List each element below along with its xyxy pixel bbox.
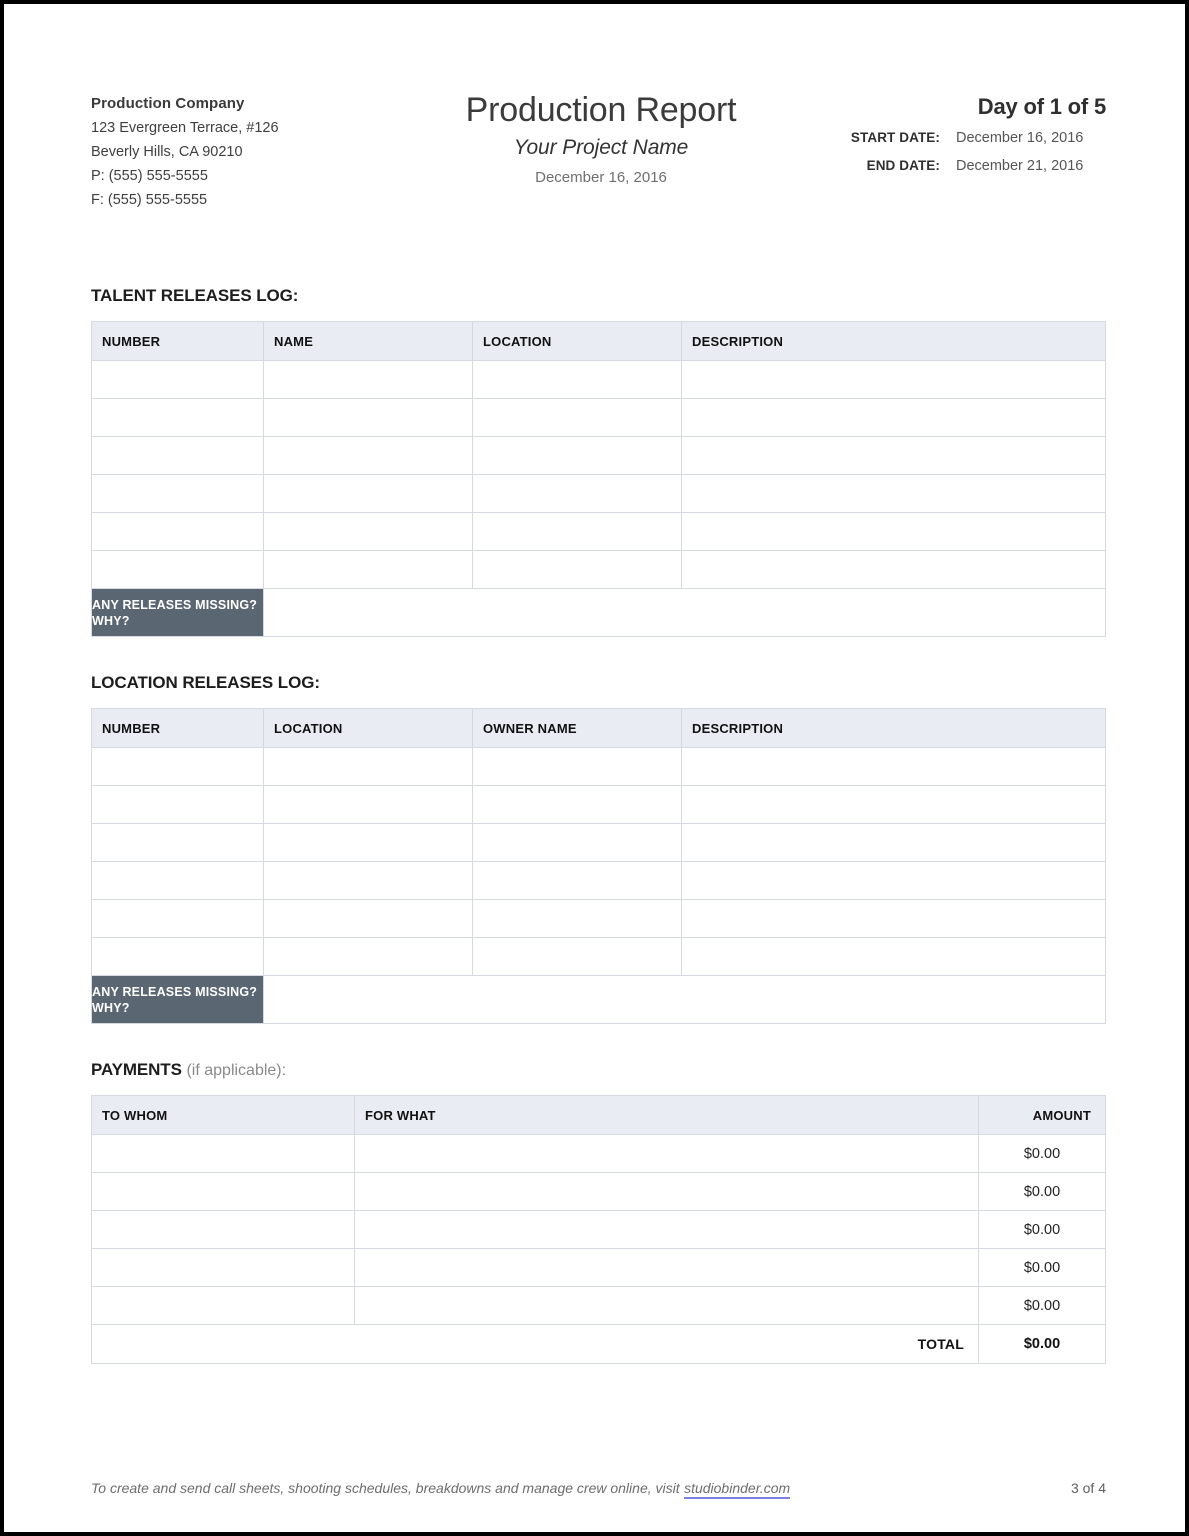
table-row: [92, 824, 1106, 862]
payments-title-note: (if applicable):: [186, 1062, 287, 1079]
table-row: [92, 513, 1106, 551]
cell-number[interactable]: [92, 551, 264, 589]
cell-description[interactable]: [682, 437, 1106, 475]
cell-number[interactable]: [92, 900, 264, 938]
start-date-value: December 16, 2016: [956, 130, 1084, 146]
cell-number[interactable]: [92, 824, 264, 862]
cell-to-whom[interactable]: [92, 1249, 355, 1287]
cell-amount[interactable]: $0.00: [979, 1135, 1106, 1173]
cell-description[interactable]: [682, 824, 1106, 862]
studiobinder-link[interactable]: studiobinder.com: [684, 1480, 790, 1499]
end-date-label: END DATE:: [866, 158, 940, 173]
column-header-number: NUMBER: [92, 322, 264, 361]
start-date-label: START DATE:: [850, 130, 940, 145]
cell-description[interactable]: [682, 551, 1106, 589]
cell-to-whom[interactable]: [92, 1135, 355, 1173]
cell-location[interactable]: [264, 786, 473, 824]
table-row: [92, 748, 1106, 786]
payments-total-row: [92, 1325, 1106, 1364]
cell-number[interactable]: [92, 399, 264, 437]
column-header-for-what: FOR WHAT: [355, 1096, 979, 1135]
payments-total-amount: $0.00: [979, 1325, 1106, 1364]
location-releases-section-title: LOCATION RELEASES LOG:: [91, 673, 320, 692]
cell-location[interactable]: [473, 475, 682, 513]
cell-name[interactable]: [264, 399, 473, 437]
cell-name[interactable]: [264, 437, 473, 475]
column-header-to-whom: TO WHOM: [92, 1096, 355, 1135]
table-row: [92, 1173, 1106, 1211]
cell-location[interactable]: [473, 513, 682, 551]
start-date-row: [776, 124, 1106, 152]
cell-to-whom[interactable]: [92, 1173, 355, 1211]
project-name: Your Project Name: [513, 136, 689, 159]
page-number: 3 of 4: [1070, 1480, 1106, 1496]
company-phone: P: (555) 555-5555: [91, 168, 208, 184]
company-info-block: [91, 92, 381, 212]
table-row: [92, 1249, 1106, 1287]
table-row: [92, 938, 1106, 976]
column-header-name: NAME: [264, 322, 473, 361]
table-header-row: [92, 709, 1106, 748]
table-row: [92, 900, 1106, 938]
table-row: [92, 437, 1106, 475]
table-row: [92, 1135, 1106, 1173]
cell-for-what[interactable]: [355, 1287, 979, 1325]
cell-description[interactable]: [682, 475, 1106, 513]
table-row: [92, 1211, 1106, 1249]
payments-title-text: PAYMENTS: [91, 1060, 182, 1079]
column-header-description: DESCRIPTION: [682, 709, 1106, 748]
cell-for-what[interactable]: [355, 1211, 979, 1249]
talent-releases-table: [91, 321, 1106, 637]
talent-releases-missing-input[interactable]: [264, 589, 1106, 637]
table-row: [92, 862, 1106, 900]
table-row: [92, 361, 1106, 399]
cell-number[interactable]: [92, 475, 264, 513]
cell-location[interactable]: [264, 938, 473, 976]
cell-owner-name[interactable]: [473, 938, 682, 976]
releases-missing-row: [92, 589, 1106, 637]
company-fax: F: (555) 555-5555: [91, 192, 208, 208]
cell-number[interactable]: [92, 748, 264, 786]
document-page: [4, 4, 1185, 1532]
location-releases-missing-input[interactable]: [264, 976, 1106, 1024]
column-header-amount: AMOUNT: [979, 1096, 1106, 1135]
column-header-number: NUMBER: [92, 709, 264, 748]
table-row: [92, 475, 1106, 513]
cell-amount[interactable]: $0.00: [979, 1249, 1106, 1287]
cell-description[interactable]: [682, 938, 1106, 976]
cell-name[interactable]: [264, 475, 473, 513]
cell-owner-name[interactable]: [473, 748, 682, 786]
location-releases-table: [91, 708, 1106, 1024]
report-date: December 16, 2016: [535, 169, 667, 186]
cell-location[interactable]: [473, 437, 682, 475]
cell-number[interactable]: [92, 361, 264, 399]
end-date-row: [776, 152, 1106, 180]
end-date-value: December 21, 2016: [956, 158, 1084, 174]
table-row: [92, 786, 1106, 824]
cell-location[interactable]: [264, 900, 473, 938]
page-footer: [91, 1480, 1106, 1498]
company-name: Production Company: [91, 95, 245, 112]
cell-for-what[interactable]: [355, 1135, 979, 1173]
cell-description[interactable]: [682, 399, 1106, 437]
location-releases-missing-label: ANY RELEASES MISSING? WHY?: [92, 976, 264, 1024]
cell-location[interactable]: [473, 361, 682, 399]
cell-number[interactable]: [92, 513, 264, 551]
column-header-description: DESCRIPTION: [682, 322, 1106, 361]
cell-description[interactable]: [682, 900, 1106, 938]
cell-description[interactable]: [682, 862, 1106, 900]
payments-section-title: [91, 1060, 1106, 1080]
cell-number[interactable]: [92, 786, 264, 824]
footer-note-block: [91, 1480, 790, 1498]
cell-number[interactable]: [92, 437, 264, 475]
cell-for-what[interactable]: [355, 1173, 979, 1211]
cell-location[interactable]: [264, 748, 473, 786]
table-header-row: [92, 1096, 1106, 1135]
day-of-counter: Day of 1 of 5: [977, 94, 1106, 119]
cell-owner-name[interactable]: [473, 862, 682, 900]
schedule-block: [776, 90, 1106, 180]
cell-location[interactable]: [264, 862, 473, 900]
cell-owner-name[interactable]: [473, 900, 682, 938]
company-address-line-1: 123 Evergreen Terrace, #126: [91, 120, 279, 136]
cell-description[interactable]: [682, 786, 1106, 824]
cell-number[interactable]: [92, 862, 264, 900]
report-header: [91, 4, 1106, 232]
column-header-location: LOCATION: [264, 709, 473, 748]
cell-location[interactable]: [264, 824, 473, 862]
cell-to-whom[interactable]: [92, 1211, 355, 1249]
column-header-location: LOCATION: [473, 322, 682, 361]
cell-description[interactable]: [682, 361, 1106, 399]
cell-name[interactable]: [264, 513, 473, 551]
cell-name[interactable]: [264, 551, 473, 589]
cell-owner-name[interactable]: [473, 786, 682, 824]
page-title: Production Report: [465, 91, 737, 129]
cell-name[interactable]: [264, 361, 473, 399]
table-row: [92, 551, 1106, 589]
footer-note: To create and send call sheets, shooting schedules, breakdowns and manage crew online, visit: [91, 1480, 680, 1496]
talent-releases-section-title: TALENT RELEASES LOG:: [91, 286, 299, 305]
table-row: [92, 399, 1106, 437]
releases-missing-row: [92, 976, 1106, 1024]
cell-to-whom[interactable]: [92, 1287, 355, 1325]
cell-description[interactable]: [682, 513, 1106, 551]
table-header-row: [92, 322, 1106, 361]
cell-amount[interactable]: $0.00: [979, 1287, 1106, 1325]
cell-location[interactable]: [473, 399, 682, 437]
company-address-line-2: Beverly Hills, CA 90210: [91, 144, 243, 160]
cell-amount[interactable]: $0.00: [979, 1211, 1106, 1249]
talent-releases-missing-label: ANY RELEASES MISSING? WHY?: [92, 589, 264, 637]
cell-owner-name[interactable]: [473, 824, 682, 862]
payments-total-label: TOTAL: [92, 1325, 979, 1364]
title-block: [421, 88, 781, 192]
cell-number[interactable]: [92, 938, 264, 976]
column-header-owner-name: OWNER NAME: [473, 709, 682, 748]
table-row: [92, 1287, 1106, 1325]
cell-amount[interactable]: $0.00: [979, 1173, 1106, 1211]
payments-table: [91, 1095, 1106, 1364]
cell-for-what[interactable]: [355, 1249, 979, 1287]
cell-location[interactable]: [473, 551, 682, 589]
cell-description[interactable]: [682, 748, 1106, 786]
